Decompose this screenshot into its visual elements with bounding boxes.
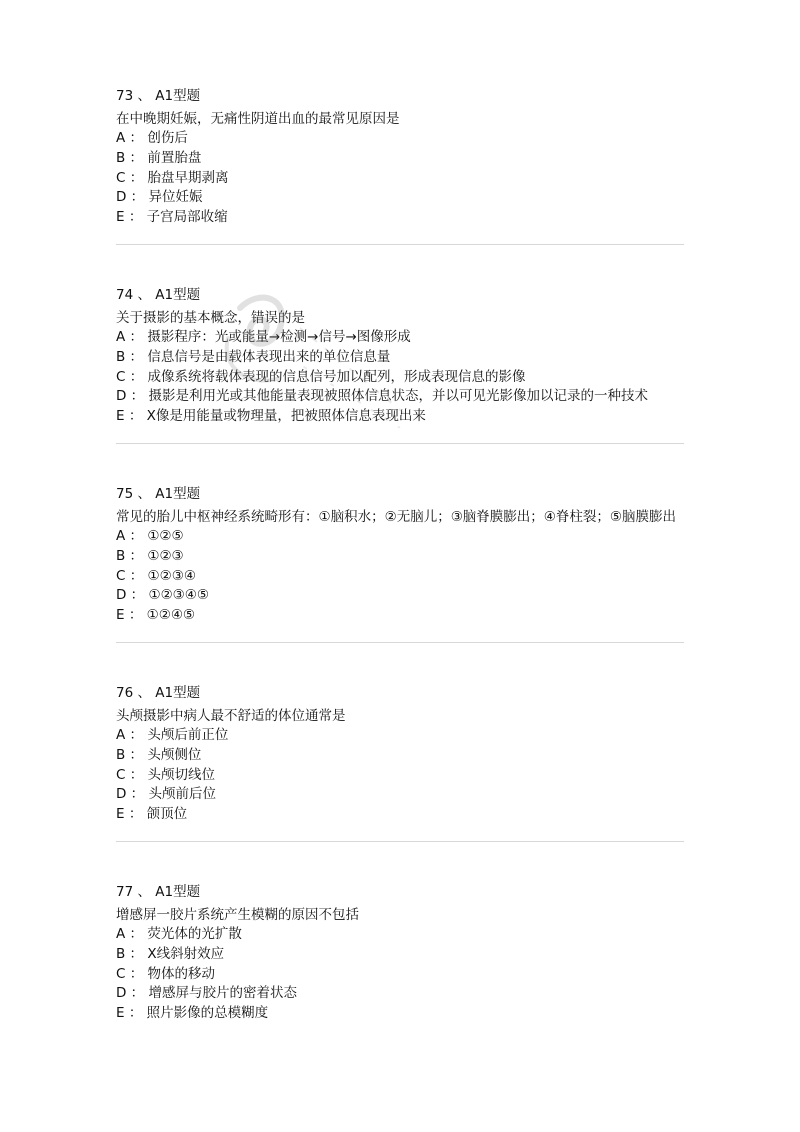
option-list: [116, 925, 684, 1024]
option-d[interactable]: D ： 摄影是利用光或其他能量表现被照体信息状态，并以可见光影像加以记录的一种技术: [116, 388, 648, 405]
option-c[interactable]: C ： 物体的移动: [116, 965, 216, 982]
question-stem: 常见的胎儿中枢神经系统畸形有：①脑积水；②无脑儿；③脑脊膜膨出；④脊柱裂；⑤脑膜膨出: [116, 508, 677, 525]
option-e[interactable]: E ： 照片影像的总模糊度: [116, 1005, 269, 1022]
question-73: [116, 86, 684, 228]
option-a[interactable]: A ： 头颅后前正位: [116, 726, 229, 743]
option-b[interactable]: B ： 头颅侧位: [116, 746, 202, 763]
option-d[interactable]: D ： 头颅前后位: [116, 786, 216, 803]
option-c[interactable]: C ： 头颅切线位: [116, 766, 216, 783]
question-header: 77 、 A1型题: [116, 883, 201, 900]
option-d[interactable]: D ： ①②③④⑤: [116, 587, 209, 604]
option-e[interactable]: E ： X像是用能量或物理量，把被照体信息表现出来: [116, 408, 426, 425]
option-b[interactable]: B ： ①②③: [116, 547, 184, 564]
option-a[interactable]: A ： ①②⑤: [116, 527, 184, 544]
option-c[interactable]: C ： 成像系统将载体表现的信息信号加以配列，形成表现信息的影像: [116, 368, 526, 385]
question-header: 73 、 A1型题: [116, 88, 201, 104]
question-header: 75 、 A1型题: [116, 485, 201, 502]
question-stem: 关于摄影的基本概念，错误的是: [116, 309, 305, 326]
question-header: 76 、 A1型题: [116, 684, 201, 701]
question-76: [116, 683, 684, 825]
option-e[interactable]: E ： 子宫局部收缩: [116, 209, 228, 226]
option-list: [116, 328, 684, 427]
question-divider: [116, 642, 684, 643]
question-divider: [116, 841, 684, 842]
option-b[interactable]: B ： 信息信号是由载体表现出来的单位信息量: [116, 348, 391, 365]
option-d[interactable]: D ： 增感屏与胶片的密着状态: [116, 985, 297, 1002]
option-b[interactable]: B ： 前置胎盘: [116, 149, 202, 166]
option-list: [116, 129, 684, 228]
option-c[interactable]: C ： 胎盘早期剥离: [116, 169, 229, 186]
option-d[interactable]: D ： 异位妊娠: [116, 189, 203, 206]
option-e[interactable]: E ： 颌顶位: [116, 806, 188, 823]
question-stem: 头颅摄影中病人最不舒适的体位通常是: [116, 707, 346, 724]
option-e[interactable]: E ： ①②④⑤: [116, 607, 196, 624]
question-77: [116, 882, 684, 1024]
option-a[interactable]: A ： 荧光体的光扩散: [116, 925, 242, 942]
question-divider: [116, 244, 684, 245]
question-75: [116, 484, 684, 626]
option-b[interactable]: B ： X线斜射效应: [116, 945, 225, 962]
option-list: [116, 726, 684, 825]
question-divider: [116, 443, 684, 444]
option-list: [116, 527, 684, 626]
question-header: 74 、 A1型题: [116, 286, 201, 303]
option-c[interactable]: C ： ①②③④: [116, 567, 196, 584]
question-stem: 增感屏一胶片系统产生模糊的原因不包括: [116, 906, 359, 923]
option-a[interactable]: A ： 摄影程序：光或能量→检测→信号→图像形成: [116, 328, 411, 345]
question-page: [116, 86, 684, 1024]
question-stem: 在中晚期妊娠，无痛性阴道出血的最常见原因是: [116, 111, 400, 127]
question-74: [116, 285, 684, 427]
option-a[interactable]: A ： 创伤后: [116, 130, 188, 146]
